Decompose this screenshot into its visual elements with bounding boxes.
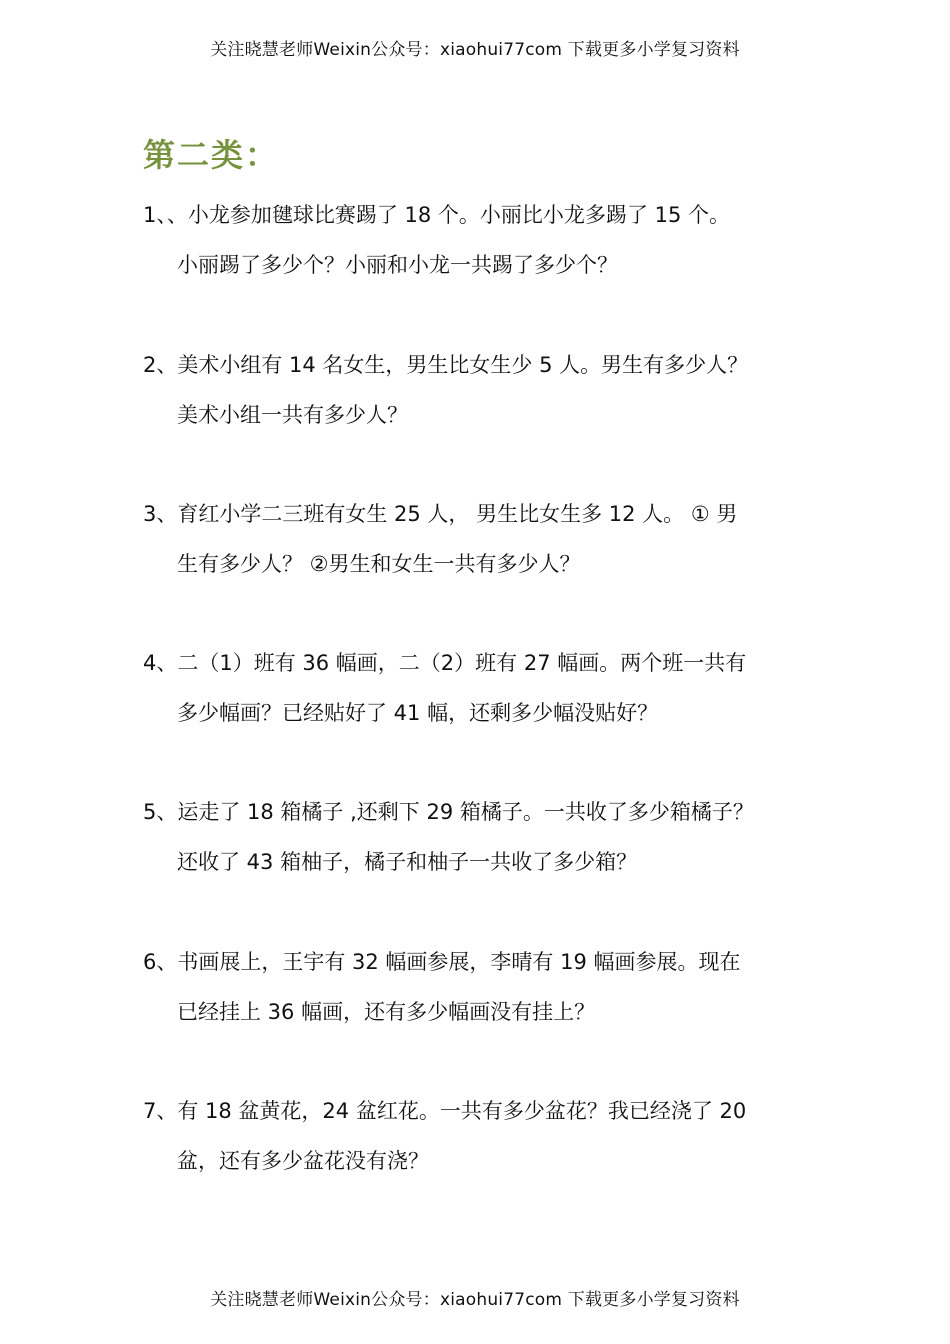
question-5 [143, 787, 783, 887]
question-5-line-1: 5、运走了 18 箱橘子 ,还剩下 29 箱橘子。一共收了多少箱橘子？ [143, 800, 754, 824]
question-5-line-2: 还收了 43 箱柚子，橘子和柚子一共收了多少箱？ [177, 850, 638, 874]
question-7-line-2: 盆，还有多少盆花没有浇？ [177, 1149, 429, 1173]
section-title: 第二类： [143, 136, 280, 174]
question-1-line-1: 1、、小龙参加毽球比赛踢了 18 个。小丽比小龙多踢了 15 个。 [143, 203, 731, 227]
page-header: 关注晓慧老师Weixin公众号：xiaohui77com 下载更多小学复习资料 [210, 40, 740, 60]
question-3-line-2: 生有多少人？ ②男生和女生一共有多少人？ [177, 552, 581, 576]
question-2-line-2: 美术小组一共有多少人？ [177, 403, 408, 427]
question-4 [143, 638, 783, 738]
question-1-line-2: 小丽踢了多少个？小丽和小龙一共踢了多少个？ [177, 253, 618, 277]
question-6-line-1: 6、书画展上，王宇有 32 幅画参展，李晴有 19 幅画参展。现在 [143, 950, 741, 974]
question-4-line-2: 多少幅画？已经贴好了 41 幅，还剩多少幅没贴好？ [177, 701, 659, 725]
question-1 [143, 190, 783, 290]
question-4-line-1: 4、二（1）班有 36 幅画，二（2）班有 27 幅画。两个班一共有 [143, 651, 747, 675]
question-7 [143, 1086, 783, 1186]
question-3 [143, 489, 783, 589]
question-2-line-1: 2、美术小组有 14 名女生，男生比女生少 5 人。男生有多少人？ [143, 353, 749, 377]
question-2 [143, 340, 783, 440]
question-6 [143, 937, 783, 1037]
question-7-line-1: 7、有 18 盆黄花，24 盆红花。一共有多少盆花？我已经浇了 20 [143, 1099, 747, 1123]
page-footer: 关注晓慧老师Weixin公众号：xiaohui77com 下载更多小学复习资料 [210, 1290, 740, 1310]
question-6-line-2: 已经挂上 36 幅画，还有多少幅画没有挂上？ [177, 1000, 596, 1024]
question-3-line-1: 3、育红小学二三班有女生 25 人， 男生比女生多 12 人。 ① 男 [143, 502, 738, 526]
